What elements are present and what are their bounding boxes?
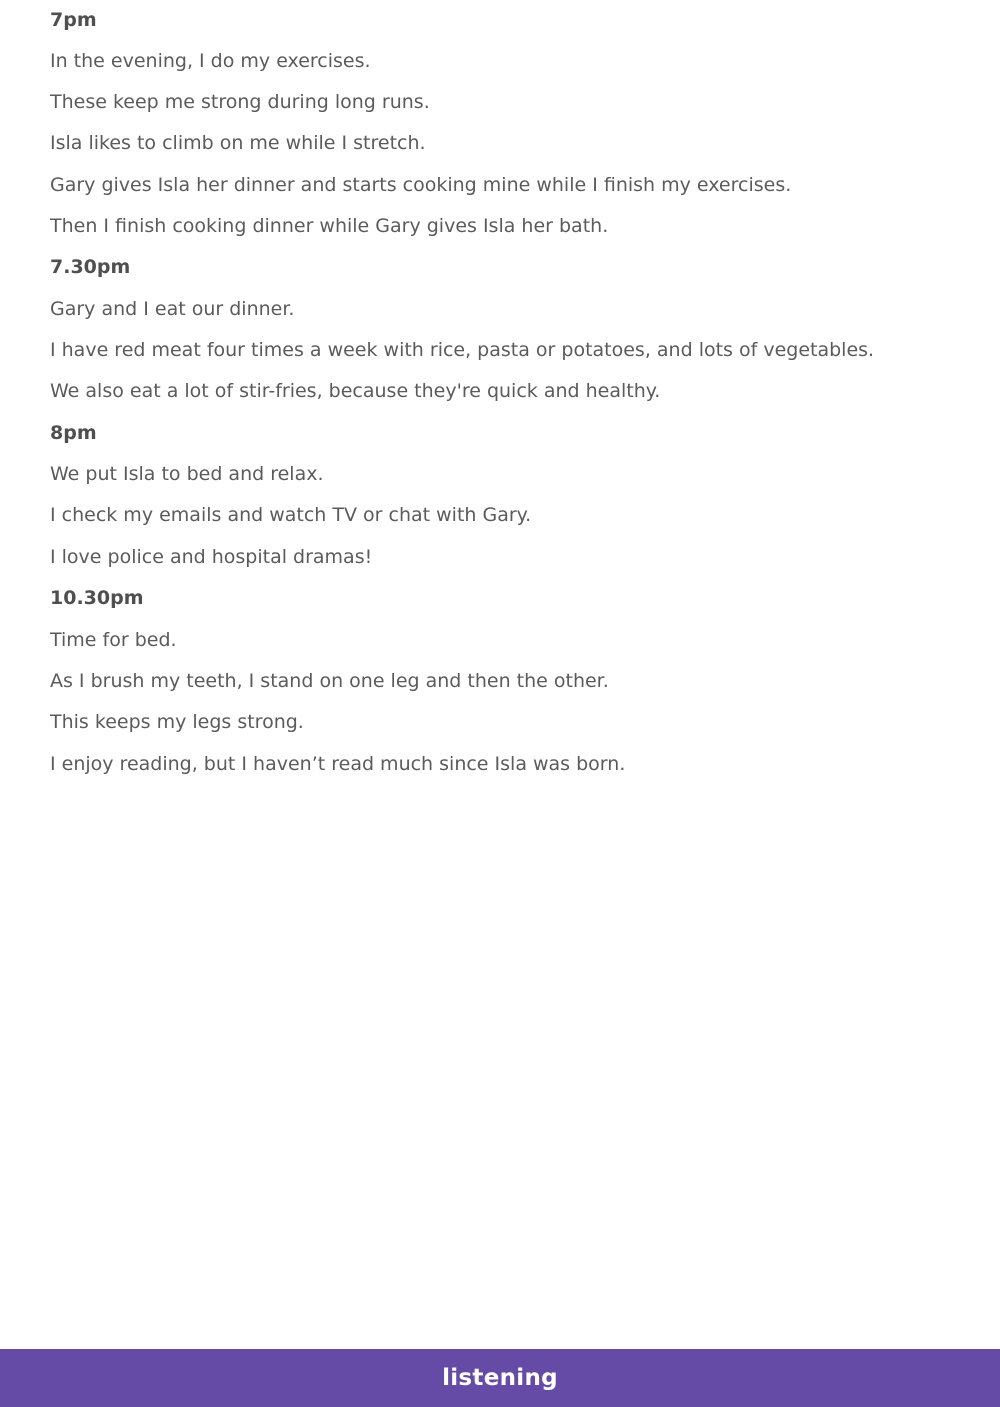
section-time-heading: 7pm <box>50 9 97 31</box>
footer-label: listening <box>442 1365 558 1391</box>
footer-bar <box>0 1349 1000 1407</box>
text-line: This keeps my legs strong. <box>50 711 304 733</box>
text-line: Gary gives Isla her dinner and starts cooking mine while I finish my exercises. <box>50 174 792 196</box>
text-line: I enjoy reading, but I haven’t read much since Isla was born. <box>50 753 626 775</box>
text-line: Time for bed. <box>50 629 177 651</box>
text-line: Then I finish cooking dinner while Gary gives Isla her bath. <box>50 215 609 237</box>
text-line: We put Isla to bed and relax. <box>50 463 324 485</box>
section-time-heading: 8pm <box>50 422 97 444</box>
text-line: Gary and I eat our dinner. <box>50 298 295 320</box>
section-time-heading: 10.30pm <box>50 587 144 609</box>
text-line: As I brush my teeth, I stand on one leg and then the other. <box>50 670 609 692</box>
text-line: We also eat a lot of stir-fries, because they're quick and healthy. <box>50 380 661 402</box>
text-line: I love police and hospital dramas! <box>50 546 373 568</box>
text-line: In the evening, I do my exercises. <box>50 50 371 72</box>
text-line: I check my emails and watch TV or chat with Gary. <box>50 504 532 526</box>
text-line: Isla likes to climb on me while I stretch. <box>50 132 426 154</box>
text-line: These keep me strong during long runs. <box>50 91 430 113</box>
text-line: I have red meat four times a week with rice, pasta or potatoes, and lots of vegetables. <box>50 339 875 361</box>
section-time-heading: 7.30pm <box>50 256 131 278</box>
